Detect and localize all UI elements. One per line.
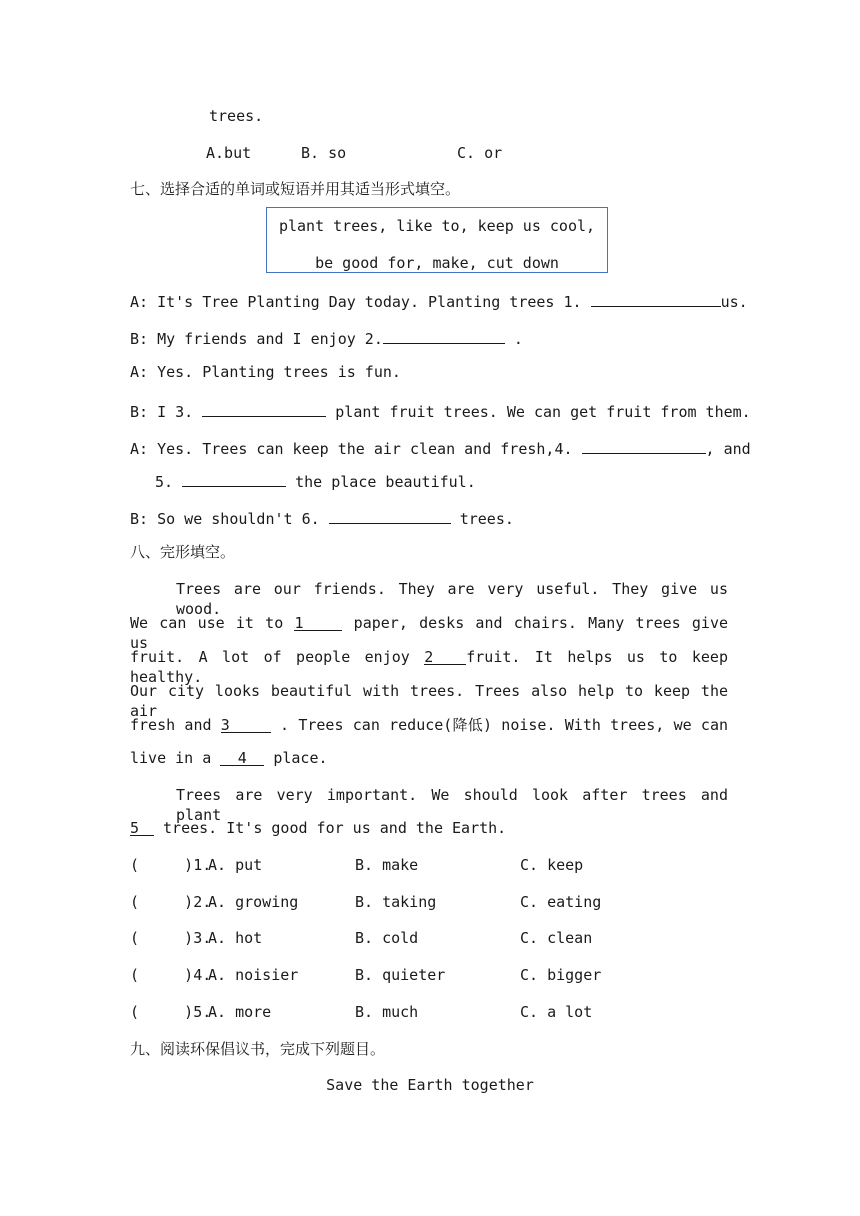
dialogue-line-7 — [130, 506, 514, 529]
option-a: A. noisier — [208, 966, 299, 984]
dialogue-line-1 — [130, 289, 748, 312]
option-b: B. cold — [355, 929, 419, 947]
word-bank-line-2: be good for, make, cut down — [315, 254, 559, 272]
cloze-blank-5: 5 — [130, 818, 154, 836]
question-number[interactable]: ( )4. — [130, 966, 212, 984]
passage-line — [130, 748, 328, 768]
answer-blank-3[interactable] — [202, 399, 326, 417]
dialogue-line-3: A: Yes. Planting trees is fun. — [130, 363, 401, 381]
option-c: C. clean — [520, 929, 593, 947]
q6-option-b: B. so — [301, 144, 347, 162]
reading-title: Save the Earth together — [326, 1076, 534, 1094]
option-c: C. bigger — [520, 966, 602, 984]
option-a: A. put — [208, 856, 263, 874]
option-b: B. quieter — [355, 966, 446, 984]
dialogue-text: B: So we shouldn't 6. — [130, 510, 329, 528]
option-a: A. hot — [208, 929, 263, 947]
dialogue-text: B: My friends and I enjoy 2. — [130, 330, 383, 348]
option-a: A. growing — [208, 893, 299, 911]
answer-blank-5[interactable] — [182, 469, 286, 487]
question-number[interactable]: ( )3. — [130, 929, 212, 947]
dialogue-text: trees. — [450, 510, 514, 528]
question-number[interactable]: ( )1. — [130, 856, 212, 874]
option-c: C. a lot — [520, 1003, 593, 1021]
passage-text: trees. It's good for us and the Earth. — [154, 819, 507, 837]
passage-text: place. — [264, 749, 328, 767]
option-c: C. eating — [520, 893, 602, 911]
dialogue-line-5 — [130, 436, 751, 459]
answer-blank-4[interactable] — [582, 436, 706, 454]
option-c: C. keep — [520, 856, 584, 874]
passage-text: We can use it to — [130, 614, 295, 632]
passage-line: Trees are our friends. They are very useful. They give us wood. — [176, 580, 728, 618]
passage-text: fruit. A lot of people enjoy — [130, 648, 425, 666]
q6-stem-tail: trees. — [209, 107, 264, 125]
answer-blank-2[interactable] — [383, 326, 505, 344]
answer-blank-1[interactable] — [591, 289, 721, 307]
dialogue-text: B: I 3. — [130, 403, 203, 421]
section8-heading: 八、完形填空。 — [130, 543, 236, 561]
dialogue-text: , and — [705, 440, 751, 458]
option-b: B. taking — [355, 893, 437, 911]
passage-text: live in a — [130, 749, 221, 767]
passage-line: Our city looks beautiful with trees. Trees also help to keep the air — [130, 682, 728, 720]
word-bank-line-1: plant trees, like to, keep us cool, — [278, 217, 596, 235]
dialogue-text: A: Yes. Trees can keep the air clean and fresh,4. — [130, 440, 582, 458]
passage-line — [130, 715, 728, 735]
passage-text: . Trees can reduce(降低) noise. With trees, we can — [270, 716, 728, 734]
option-b: B. make — [355, 856, 419, 874]
dialogue-line-6 — [155, 469, 476, 492]
dialogue-text: us. — [720, 293, 748, 311]
option-a: A. more — [208, 1003, 272, 1021]
passage-text: paper, desks and chairs. Many trees give us — [130, 614, 728, 652]
passage-line: Trees are very important. We should look after trees and plant — [176, 786, 728, 824]
word-bank-box — [266, 207, 608, 273]
option-b: B. much — [355, 1003, 419, 1021]
question-number[interactable]: ( )5. — [130, 1003, 212, 1021]
section9-heading: 九、阅读环保倡议书，完成下列题目。 — [130, 1040, 386, 1058]
dialogue-text: A: It's Tree Planting Day today. Planting trees 1. — [130, 293, 591, 311]
dialogue-text: . — [504, 330, 523, 348]
passage-text: fresh and — [130, 716, 221, 734]
q6-option-a: A.but — [206, 144, 252, 162]
dialogue-text: plant fruit trees. We can get fruit from them. — [326, 403, 751, 421]
answer-blank-6[interactable] — [329, 506, 451, 524]
dialogue-text: 5. — [155, 473, 183, 491]
dialogue-line-2 — [130, 326, 523, 349]
cloze-blank-1: 1 — [294, 613, 342, 631]
dialogue-text: the place beautiful. — [286, 473, 476, 491]
question-number[interactable]: ( )2. — [130, 893, 212, 911]
passage-line — [130, 818, 506, 838]
cloze-blank-2: 2 — [424, 647, 466, 665]
cloze-blank-4: 4 — [220, 748, 264, 766]
passage-text: fruit. It helps us to keep healthy. — [130, 648, 728, 686]
dialogue-line-4 — [130, 399, 751, 422]
cloze-blank-3: 3 — [221, 715, 271, 733]
section7-heading: 七、选择合适的单词或短语并用其适当形式填空。 — [130, 180, 461, 198]
q6-option-c: C. or — [457, 144, 503, 162]
